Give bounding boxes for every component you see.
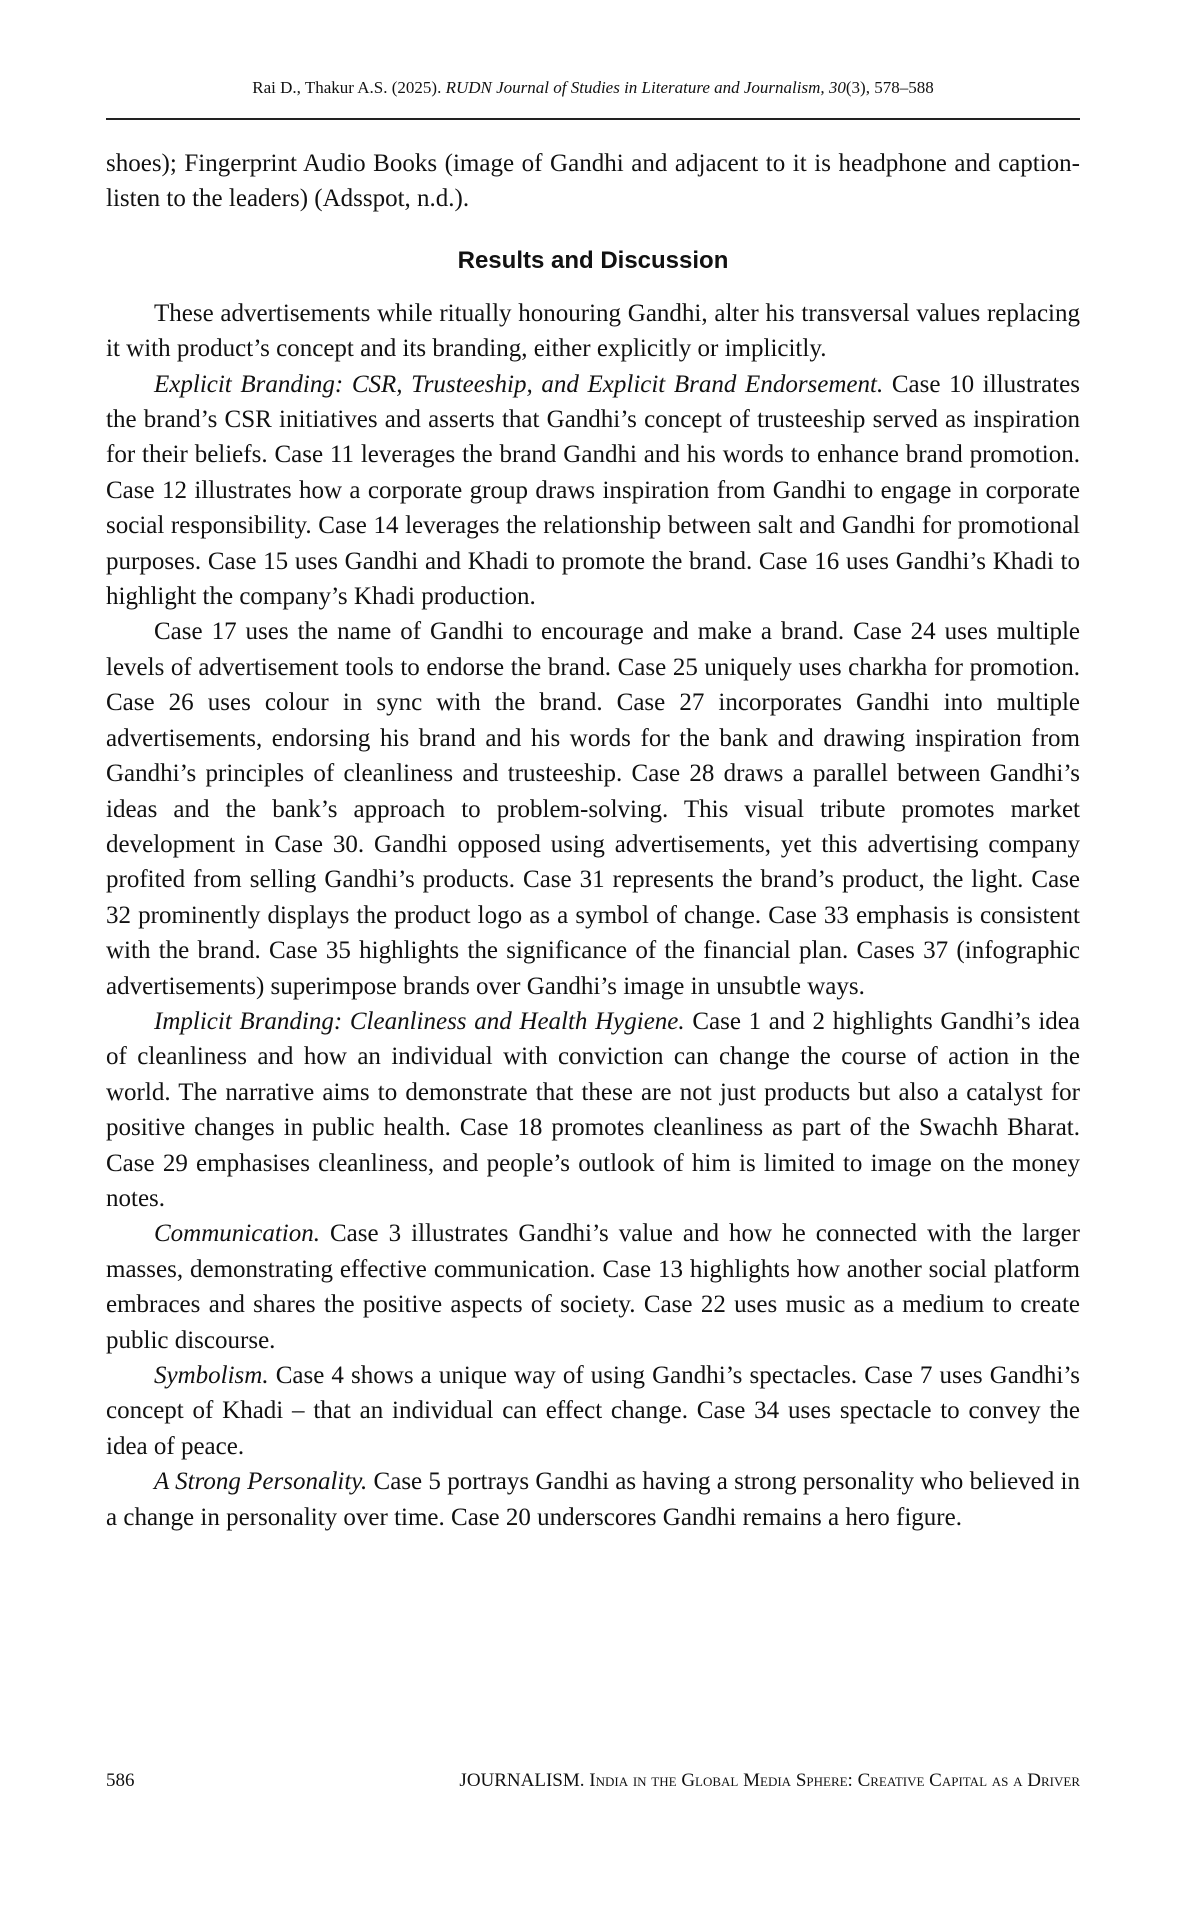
paragraph-lead: Symbolism. — [154, 1362, 269, 1389]
footer-title: JOURNALISM. India in the Global Media Sphere: Creative Capital as a Driver — [459, 1770, 1080, 1792]
paragraph-lead: Communication. — [154, 1220, 320, 1247]
paragraph — [106, 296, 1080, 367]
paragraph — [106, 614, 1080, 1003]
paragraph-text: These advertisements while ritually honouring Gandhi, alter his transversal values replacing it with product’s concept and its branding, either explicitly or implicitly. — [106, 300, 1080, 362]
header-rule — [106, 118, 1080, 120]
page-number: 586 — [106, 1770, 135, 1792]
paragraph-text: Case 3 illustrates Gandhi’s value and how he connected with the larger masses, demonstrating effective communication. Case 13 highlights how another social platform embraces and shares the positive aspects of society. Case 22 uses music as a medium to create public discourse. — [106, 1220, 1080, 1353]
paragraph-text: Case 10 illustrates the brand’s CSR initiatives and asserts that Gandhi’s concept of trusteeship served as inspiration for their beliefs. Case 11 leverages the brand Gandhi and his words to enhance brand promotion. Case 12 illustrates how a corporate group draws inspiration from Gandhi to engage in corporate social responsibility. Case 14 leverages the relationship between salt and Gandhi for promotional purposes. Case 15 uses Gandhi and Khadi to promote the brand. Case 16 uses Gandhi’s Khadi to highlight the company’s Khadi production. — [106, 371, 1080, 610]
paragraph — [106, 1464, 1080, 1535]
paragraph — [106, 1004, 1080, 1216]
header-issue: (3), 578–588 — [846, 78, 934, 97]
paragraph-lead: Implicit Branding: Cleanliness and Health Hygiene. — [154, 1008, 685, 1035]
section-title: Results and Discussion — [106, 243, 1080, 278]
paragraph-lead: A Strong Personality. — [154, 1468, 367, 1495]
paragraph-text: Case 1 and 2 highlights Gandhi’s idea of cleanliness and how an individual with conviction can change the course of action in the world. The narrative aims to demonstrate that these are not just products but also a catalyst for positive changes in public health. Case 18 promotes cleanliness as part of the Swachh Bharat. Case 29 emphasises cleanliness, and people’s outlook of him is limited to image on the money notes. — [106, 1008, 1080, 1212]
header-authors: Rai D., Thakur A.S. (2025). — [252, 78, 441, 97]
running-head — [106, 78, 1080, 98]
paragraph-lead: Explicit Branding: CSR, Trusteeship, and Explicit Brand Endorsement. — [154, 371, 883, 398]
paragraph — [106, 367, 1080, 615]
header-journal: RUDN Journal of Studies in Literature and Journalism, 30 — [446, 78, 846, 97]
page-body — [106, 146, 1080, 1535]
paragraph-text: Case 5 portrays Gandhi as having a strong personality who believed in a change in personality over time. Case 20 underscores Gandhi remains a hero figure. — [106, 1468, 1080, 1530]
paragraph — [106, 1216, 1080, 1358]
paragraph-text: Case 17 uses the name of Gandhi to encourage and make a brand. Case 24 uses multiple levels of advertisement tools to endorse the brand. Case 25 uniquely uses charkha for promotion. Case 26 uses colour in sync with the brand. Case 27 incorporates Gandhi into multiple advertisements, endorsing his brand and his words for the bank and drawing inspiration from Gandhi’s principles of cleanliness and trusteeship. Case 28 draws a parallel between Gandhi’s ideas and the bank’s approach to problem-solving. This visual tribute promotes market development in Case 30. Gandhi opposed using advertisements, yet this advertising company profited from selling Gandhi’s products. Case 31 represents the brand’s product, the light. Case 32 prominently displays the product logo as a symbol of change. Case 33 emphasis is consistent with the brand. Case 35 highlights the significance of the financial plan. Cases 37 (infographic advertisements) superimpose brands over Gandhi’s image in unsubtle ways. — [106, 618, 1080, 999]
intro-paragraph: shoes); Fingerprint Audio Books (image of Gandhi and adjacent to it is headphone and caption-listen to the leaders) (Adsspot, n.d.). — [106, 146, 1080, 217]
paragraph — [106, 1358, 1080, 1464]
paragraph-text: Case 4 shows a unique way of using Gandhi’s spectacles. Case 7 uses Gandhi’s concept of Khadi – that an individual can effect change. Case 34 uses spectacle to convey the idea of peace. — [106, 1362, 1080, 1460]
